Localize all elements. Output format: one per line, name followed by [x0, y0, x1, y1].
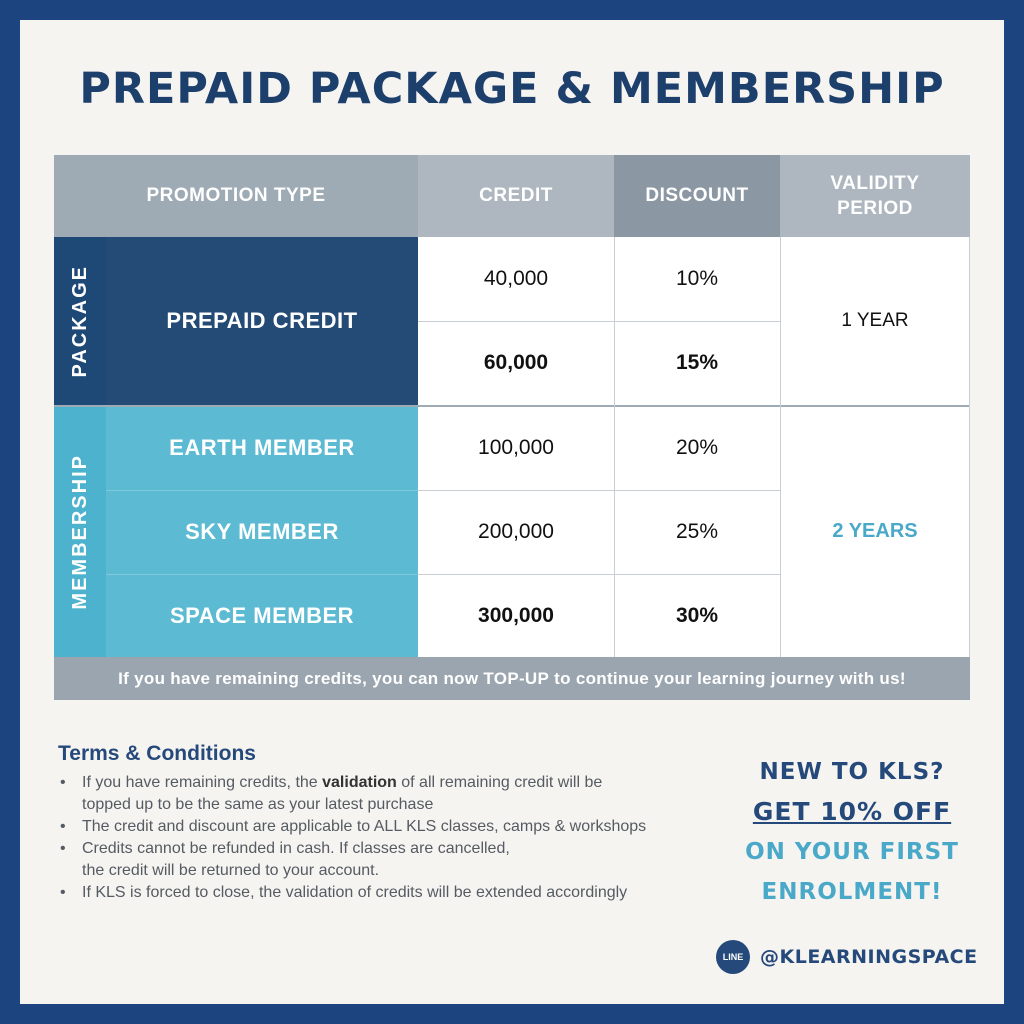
- section-divider: [54, 405, 970, 407]
- promo-line4: ENROLMENT!: [761, 879, 943, 905]
- promo-line1: NEW TO KLS?: [759, 759, 945, 785]
- page-title: PREPAID PACKAGE & MEMBERSHIP: [79, 64, 945, 114]
- earth-member-credit: 100,000: [418, 406, 614, 490]
- membership-side-label-cell: [54, 406, 106, 657]
- bullet-icon: •: [60, 884, 66, 901]
- footer-text-before: If you have remaining credits, you can now: [118, 668, 484, 688]
- header-promotion-type: PROMOTION TYPE: [54, 155, 418, 237]
- promo-line3: ON YOUR FIRST: [745, 839, 959, 865]
- package-credit-1: 40,000: [418, 237, 614, 321]
- divider: [780, 237, 781, 657]
- package-side-label-cell: [54, 237, 106, 405]
- space-member-credit: 300,000: [418, 574, 614, 657]
- terms-item1-after: of all remaining credit will be: [396, 774, 603, 791]
- footer-text-topup: TOP-UP: [483, 668, 550, 688]
- membership-validity: 2 YEARS: [780, 406, 970, 657]
- divider: [418, 574, 780, 575]
- bullet-icon: •: [60, 774, 66, 791]
- header-discount: DISCOUNT: [614, 155, 780, 237]
- bullet-icon: •: [60, 818, 66, 835]
- terms-item2: The credit and discount are applicable to ALL KLS classes, camps & workshops: [82, 818, 647, 835]
- line-handle-text: @KLEARNINGSPACE: [760, 946, 978, 968]
- package-validity: 1 YEAR: [780, 237, 970, 405]
- promo-line2: GET 10% OFF: [752, 797, 952, 826]
- earth-member-discount: 20%: [614, 406, 780, 490]
- divider: [418, 321, 780, 322]
- terms-item4: If KLS is forced to close, the validation of credits will be extended accordingly: [82, 884, 628, 901]
- footer-text-after: to continue your learning journey with us!: [549, 668, 906, 688]
- divider: [614, 237, 615, 657]
- sky-member-discount: 25%: [614, 490, 780, 574]
- bullet-icon: •: [60, 840, 66, 857]
- divider: [418, 490, 780, 491]
- divider: [106, 490, 418, 491]
- terms-title: Terms & Conditions: [58, 742, 256, 765]
- package-discount-2: 15%: [614, 321, 780, 405]
- line-app-icon: LINE: [716, 940, 750, 974]
- terms-item: [58, 838, 738, 882]
- terms-item: [58, 772, 738, 816]
- package-credit-2: 60,000: [418, 321, 614, 405]
- earth-member-name: EARTH MEMBER: [106, 406, 418, 490]
- divider: [969, 237, 970, 657]
- terms-item1-strong: validation: [322, 774, 397, 791]
- sky-member-credit: 200,000: [418, 490, 614, 574]
- terms-item3-line1: Credits cannot be refunded in cash. If classes are cancelled,: [82, 840, 510, 857]
- sky-member-name: SKY MEMBER: [106, 490, 418, 574]
- header-validity-period: [780, 155, 970, 237]
- terms-item1-before: If you have remaining credits, the: [82, 774, 323, 791]
- header-validity-line2: PERIOD: [837, 198, 913, 219]
- terms-item: [58, 816, 738, 838]
- prepaid-credit-name: PREPAID CREDIT: [106, 237, 418, 405]
- social-handle: [716, 940, 978, 974]
- header-validity-line1: VALIDITY: [830, 173, 920, 194]
- membership-side-label: MEMBERSHIP: [68, 453, 91, 610]
- terms-item: [58, 882, 738, 904]
- terms-list: [58, 772, 738, 904]
- space-member-name: SPACE MEMBER: [106, 574, 418, 657]
- new-customer-promo: [714, 752, 990, 912]
- topup-footer-bar: [54, 657, 970, 700]
- terms-item1-line2: topped up to be the same as your latest purchase: [82, 796, 434, 813]
- divider: [106, 574, 418, 575]
- terms-item3-line2: the credit will be returned to your account.: [82, 862, 380, 879]
- header-credit: CREDIT: [418, 155, 614, 237]
- space-member-discount: 30%: [614, 574, 780, 657]
- package-discount-1: 10%: [614, 237, 780, 321]
- package-side-label: PACKAGE: [68, 264, 91, 378]
- pricing-table: [54, 155, 970, 700]
